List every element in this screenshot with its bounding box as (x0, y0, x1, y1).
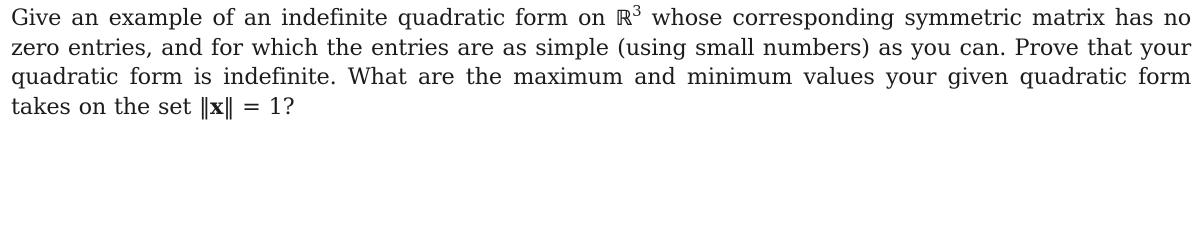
problem-line-4 (11, 93, 1191, 123)
problem-text: Give an example of an indefinite quadratic form on (11, 5, 616, 31)
norm-right-bar: ‖ (223, 94, 235, 121)
problem-statement (11, 4, 1191, 123)
problem-line-1 (11, 4, 1191, 34)
real-numbers-symbol: ℝ (615, 6, 633, 30)
problem-text: takes on the set (11, 94, 200, 121)
problem-text: = 1? (234, 94, 295, 121)
dimension-exponent: 3 (632, 2, 642, 20)
problem-line-3: quadratic form is indefinite. What are the maximum and minimum values your given quadratic form (11, 64, 1191, 91)
vector-x-symbol: x (210, 94, 224, 121)
problem-text: whose corresponding symmetric matrix has no (641, 5, 1191, 31)
norm-left-bar: ‖ (199, 94, 211, 121)
problem-line-2: zero entries, and for which the entries are as simple (using small numbers) as you can. Prove that your (11, 34, 1191, 61)
